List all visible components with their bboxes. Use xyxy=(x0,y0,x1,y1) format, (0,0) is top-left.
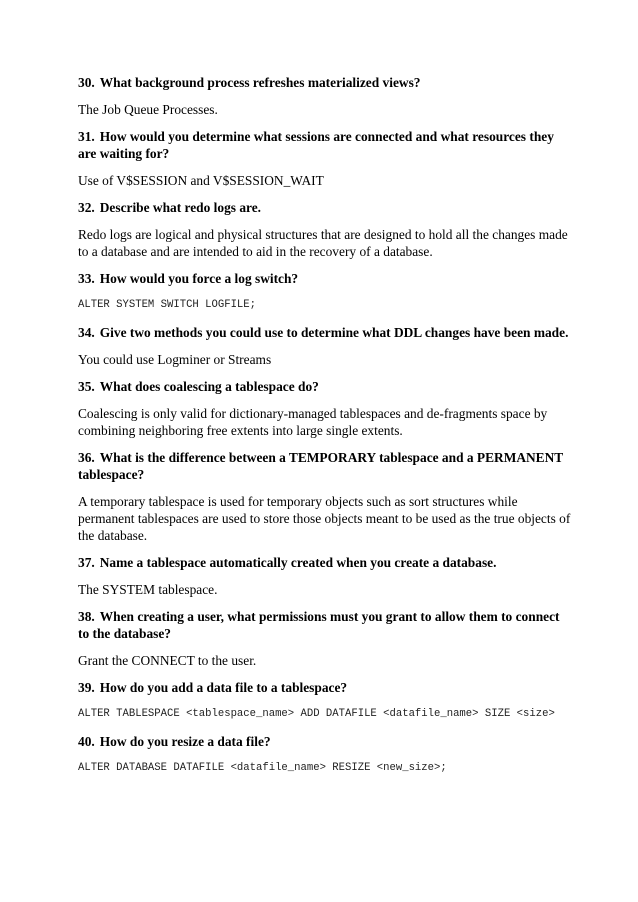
question-number: 31. xyxy=(78,129,95,144)
question-text: How do you resize a data file? xyxy=(99,734,271,749)
question-text: When creating a user, what permissions must you grant to allow them to connect to the database? xyxy=(78,609,560,641)
question-text: Describe what redo logs are. xyxy=(99,200,262,215)
answer-text: A temporary tablespace is used for temporary objects such as sort structures while permanent tablespaces are used to store those objects meant to be used as the true objects of the database. xyxy=(78,494,571,543)
question-number: 34. xyxy=(78,325,95,340)
question-number: 39. xyxy=(78,680,95,695)
question-heading xyxy=(78,449,572,483)
code-snippet: ALTER DATABASE DATAFILE <datafile_name> RESIZE <new_size>; xyxy=(78,762,447,774)
question-heading xyxy=(78,679,572,696)
code-snippet: ALTER TABLESPACE <tablespace_name> ADD DATAFILE <datafile_name> SIZE <size> xyxy=(78,708,555,720)
question-number: 30. xyxy=(78,75,95,90)
question-number: 40. xyxy=(78,734,95,749)
qa-item-37 xyxy=(78,554,572,598)
qa-item-38 xyxy=(78,608,572,669)
question-number: 35. xyxy=(78,379,95,394)
question-number: 36. xyxy=(78,450,95,465)
question-text: How would you determine what sessions are connected and what resources they are waiting for? xyxy=(78,129,554,161)
qa-item-39 xyxy=(78,679,572,722)
question-heading xyxy=(78,733,572,750)
question-text: What is the difference between a TEMPORARY tablespace and a PERMANENT tablespace? xyxy=(78,450,563,482)
question-text: Give two methods you could use to determine what DDL changes have been made. xyxy=(99,325,569,340)
qa-item-31 xyxy=(78,128,572,189)
question-heading xyxy=(78,199,572,216)
question-heading xyxy=(78,324,572,341)
qa-item-34 xyxy=(78,324,572,368)
qa-item-35 xyxy=(78,378,572,439)
answer-text: Grant the CONNECT to the user. xyxy=(78,653,257,668)
question-number: 33. xyxy=(78,271,95,286)
code-snippet: ALTER SYSTEM SWITCH LOGFILE; xyxy=(78,299,257,311)
answer-text: The SYSTEM tablespace. xyxy=(78,582,218,597)
question-text: Name a tablespace automatically created when you create a database. xyxy=(99,555,497,570)
question-heading xyxy=(78,378,572,395)
question-heading xyxy=(78,128,572,162)
question-heading xyxy=(78,608,572,642)
question-number: 38. xyxy=(78,609,95,624)
question-heading xyxy=(78,554,572,571)
answer-text: Use of V$SESSION and V$SESSION_WAIT xyxy=(78,173,324,188)
answer-text: Redo logs are logical and physical structures that are designed to hold all the changes made to a database and are intended to aid in the recovery of a database. xyxy=(78,227,568,259)
question-heading xyxy=(78,74,572,91)
qa-item-36 xyxy=(78,449,572,544)
answer-text: You could use Logminer or Streams xyxy=(78,352,272,367)
qa-item-32 xyxy=(78,199,572,260)
question-number: 32. xyxy=(78,200,95,215)
answer-text: The Job Queue Processes. xyxy=(78,102,218,117)
document-page xyxy=(78,74,572,787)
question-text: What background process refreshes materialized views? xyxy=(99,75,421,90)
question-text: What does coalescing a tablespace do? xyxy=(99,379,319,394)
question-number: 37. xyxy=(78,555,95,570)
qa-item-30 xyxy=(78,74,572,118)
qa-item-33 xyxy=(78,270,572,313)
qa-item-40 xyxy=(78,733,572,776)
question-text: How would you force a log switch? xyxy=(99,271,299,286)
question-heading xyxy=(78,270,572,287)
question-text: How do you add a data file to a tablespace? xyxy=(99,680,348,695)
answer-text: Coalescing is only valid for dictionary-managed tablespaces and de-fragments space by combining neighboring free extents into large single extents. xyxy=(78,406,548,438)
